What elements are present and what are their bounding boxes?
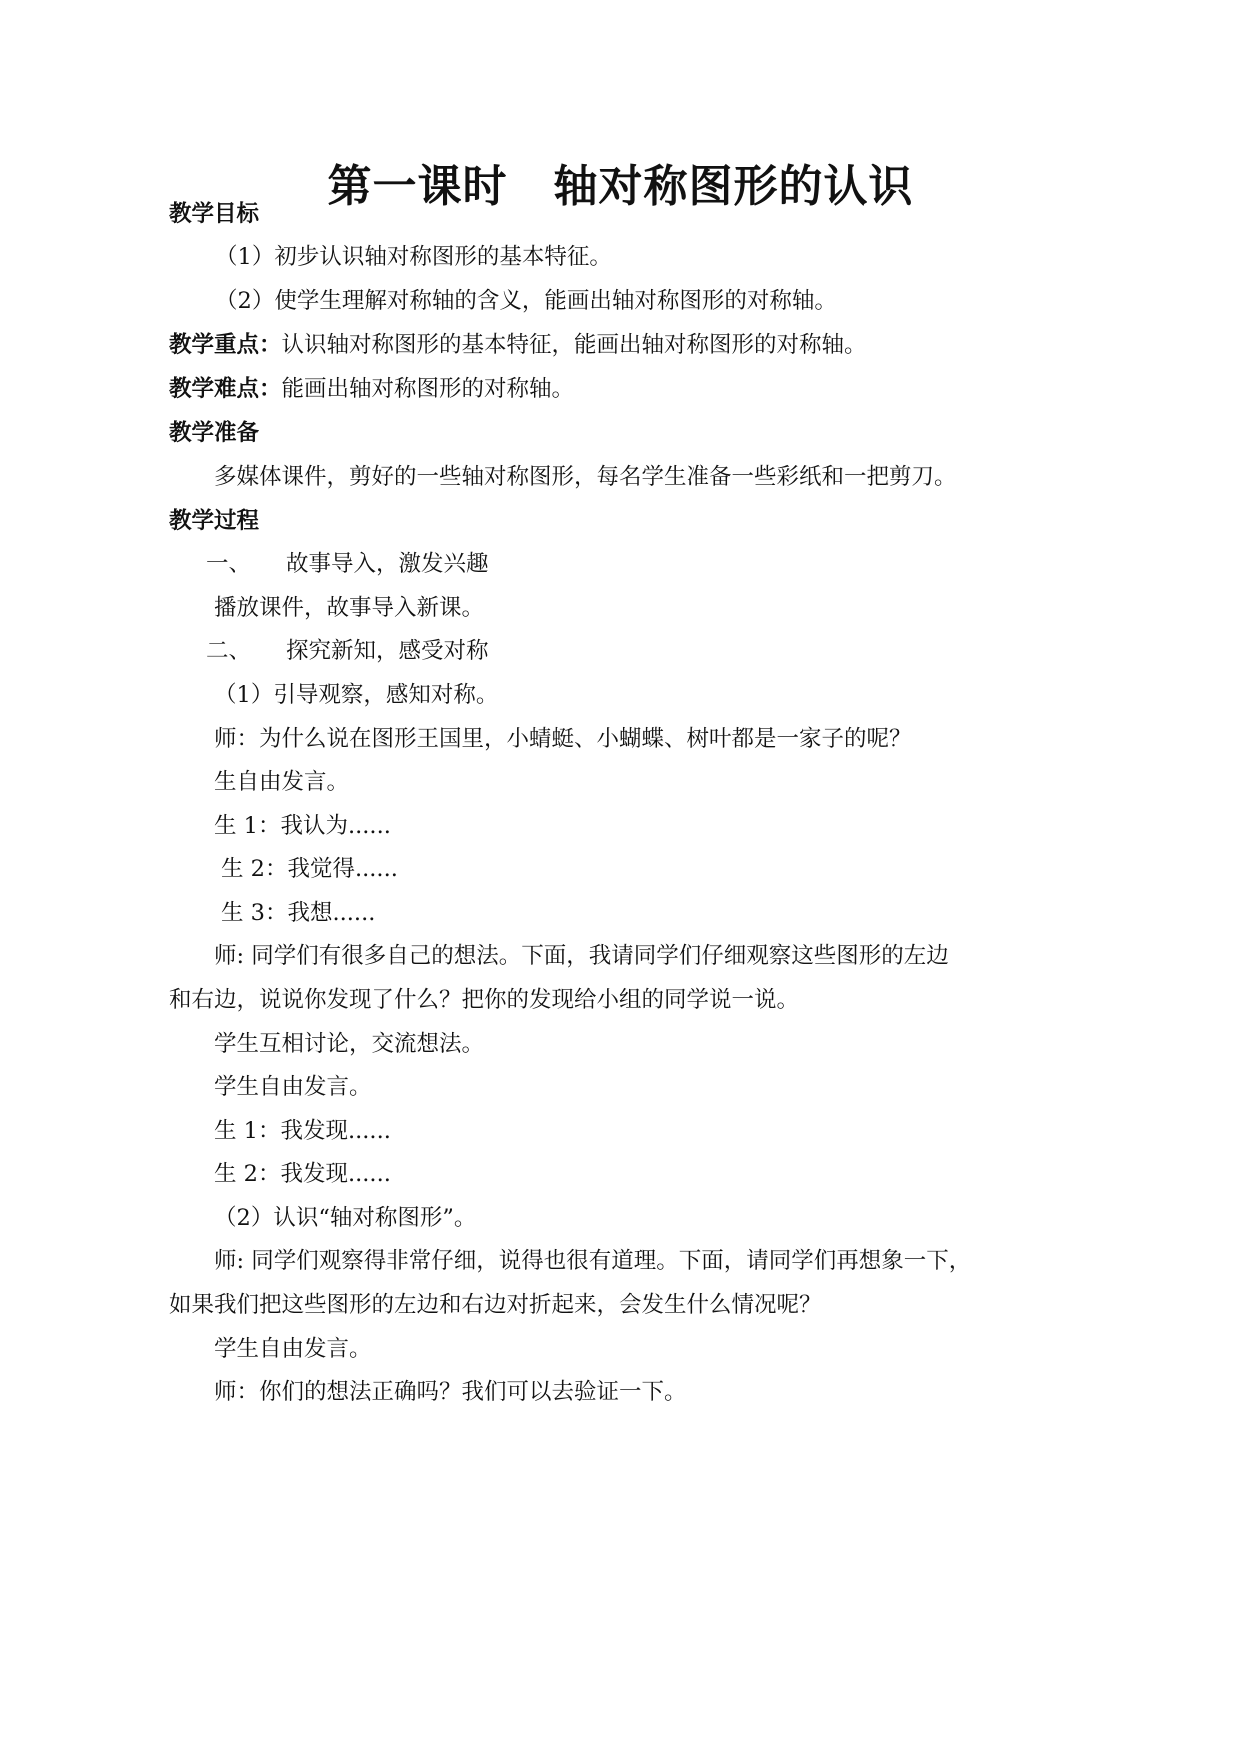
difficulties-label: 教学难点：: [169, 376, 282, 402]
paragraph: 师：你们的想法正确吗？我们可以去验证一下。: [214, 1379, 687, 1405]
title-topic: 轴对称图形的认识: [553, 161, 914, 212]
paragraph: 学生自由发言。: [214, 1336, 372, 1362]
paragraph: 生 2：我发现......: [214, 1161, 391, 1187]
section-2-number: 二、: [206, 638, 252, 664]
paragraph: 生 2：我觉得......: [221, 856, 398, 882]
paragraph: 师：为什么说在图形王国里，小蜻蜓、小蝴蝶、树叶都是一家子的呢？: [214, 726, 912, 752]
paragraph: 学生自由发言。: [214, 1074, 372, 1100]
objective-item-1: （1）初步认识轴对称图形的基本特征。: [215, 244, 612, 270]
paragraph: 和右边，说说你发现了什么？把你的发现给小组的同学说一说。: [169, 987, 800, 1013]
key-points-line: [169, 330, 867, 360]
paragraph: （1）引导观察，感知对称。: [214, 682, 499, 708]
section-1-line-1: 播放课件，故事导入新课。: [214, 595, 485, 621]
paragraph: 生 3：我想......: [221, 900, 376, 926]
key-points-label: 教学重点：: [169, 332, 282, 358]
paragraph: 师: 同学们观察得非常仔细，说得也很有道理。下面，请同学们再想象一下，: [214, 1248, 972, 1274]
objective-item-2: （2）使学生理解对称轴的含义，能画出轴对称图形的对称轴。: [215, 288, 837, 314]
paragraph: 生自由发言。: [214, 769, 350, 795]
section-1-title: 故事导入，激发兴趣: [286, 551, 489, 577]
paragraph: 学生互相讨论，交流想法。: [214, 1031, 485, 1057]
paragraph: 如果我们把这些图形的左边和右边对折起来，会发生什么情况呢？: [169, 1292, 822, 1318]
process-heading: 教学过程: [169, 508, 260, 534]
difficulties-line: [169, 374, 574, 404]
paragraph: 生 1：我认为......: [214, 813, 391, 839]
paragraph: （2）认识“轴对称图形”。: [214, 1205, 477, 1231]
preparation-text: 多媒体课件，剪好的一些轴对称图形，每名学生准备一些彩纸和一把剪刀。: [214, 464, 957, 490]
section-2-title: 探究新知，感受对称: [286, 638, 489, 664]
paragraph: 生 1：我发现......: [214, 1118, 391, 1144]
objectives-heading: 教学目标: [169, 201, 260, 227]
key-points-text: 认识轴对称图形的基本特征，能画出轴对称图形的对称轴。: [281, 332, 867, 358]
title-lesson: 第一课时: [327, 161, 508, 212]
preparation-heading: 教学准备: [169, 420, 260, 446]
section-1-number: 一、: [206, 551, 252, 577]
paragraph: 师: 同学们有很多自己的想法。下面，我请同学们仔细观察这些图形的左边: [214, 943, 949, 969]
difficulties-text: 能画出轴对称图形的对称轴。: [281, 376, 575, 402]
